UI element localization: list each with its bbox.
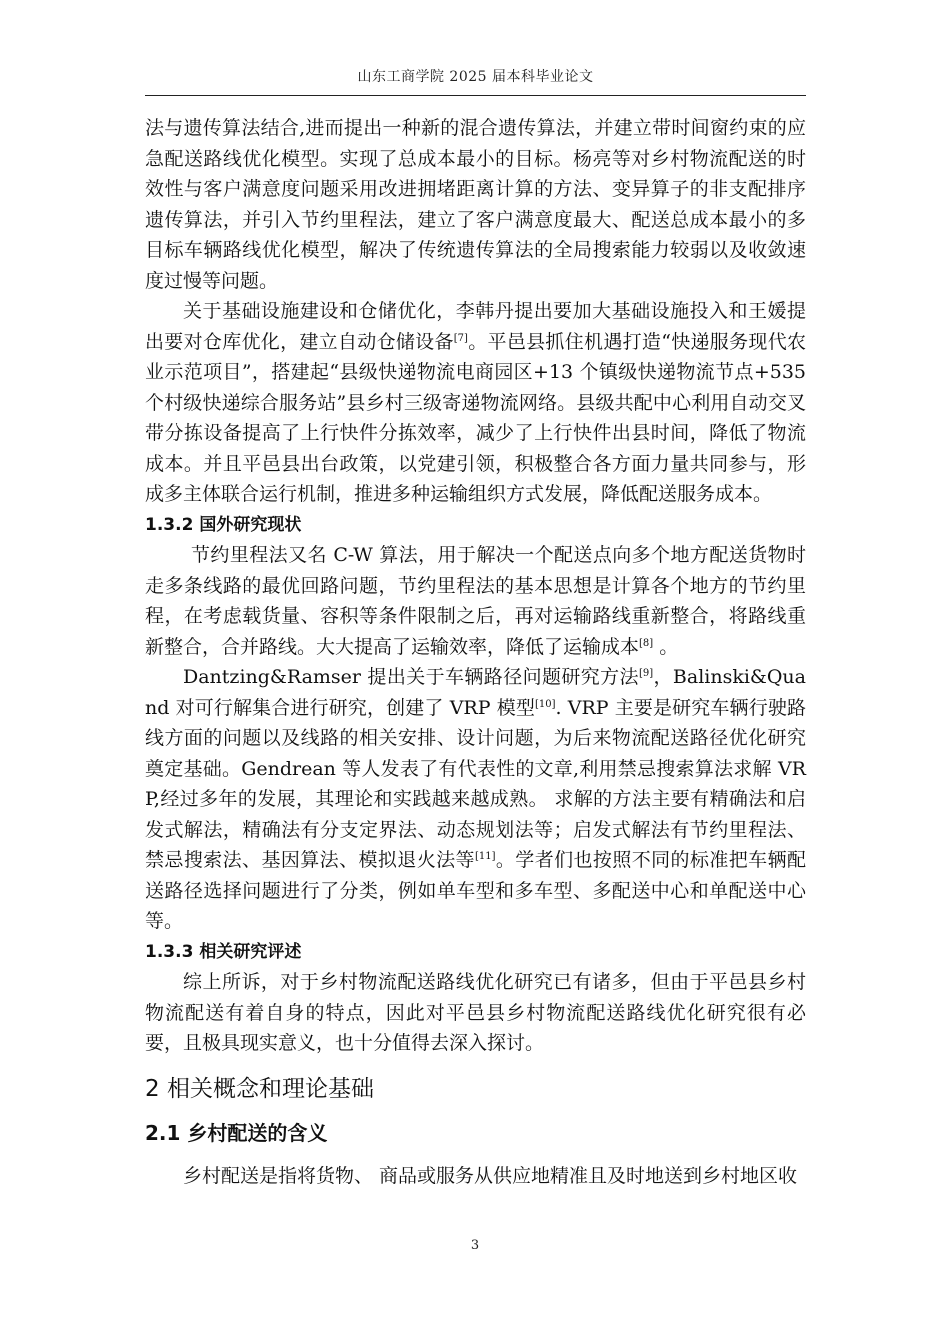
running-header: 山东工商学院 2025 届本科毕业论文 [357, 69, 594, 85]
paragraph-cw-algorithm [145, 540, 806, 662]
page-number: 3 [470, 1238, 480, 1253]
citation-ref: [8] [639, 637, 654, 649]
paragraph-text: Dantzing&Ramser 提出关于车辆路径问题研究方法 [183, 666, 639, 688]
citation-ref: [10] [534, 698, 556, 710]
chapter-heading-2: 2 相关概念和理论基础 [145, 1075, 374, 1102]
citation-ref: [7] [453, 332, 468, 344]
paragraph-review: 综上所诉，对于乡村物流配送路线优化研究已有诸多，但由于平邑县乡村物流配送有着自身的特点，因此对平邑县乡村物流配送路线优化研究很有必要，且极具现实意义，也十分值得去深入探讨。 [145, 971, 806, 1054]
header-divider [145, 95, 806, 96]
paragraph-rural-delivery: 乡村配送是指将货物、 商品或服务从供应地精准且及时地送到乡村地区收 [183, 1164, 798, 1187]
paragraph-vrp [145, 662, 806, 937]
paragraph-text: 。 [653, 635, 679, 658]
citation-ref: [9] [638, 668, 654, 679]
paragraph-text: . VRP 主要是研究车辆行驶路线方面的问题以及线路的相关安排、设计问题，为后来物流配送路径优化研究奠定基础。Gendrean 等人发表了有代表性的文章,利用禁忌搜索算法求解 VRP,经过多年的发展，其理论和实践越来越成熟。 求解的方法主要有精确法和启发式解法，精确法有分支定界法、动态规划法等；启发式解法有节约里程法、禁忌搜索法、基因算法、模拟退火法等 [145, 696, 806, 871]
paragraph-hybrid-ga: 法与遗传算法结合,进而提出一种新的混合遗传算法，并建立带时间窗约束的应急配送路线优化模型。实现了总成本最小的目标。杨亮等对乡村物流配送的时效性与客户满意度问题采用改进拥堵距离计算的方法、变异算子的非支配排序遗传算法，并引入节约里程法，建立了客户满意度最大、配送总成本最小的多目标车辆路线优化模型，解决了传统遗传算法的全局搜索能力较弱以及收敛速度过慢等问题。 [145, 117, 806, 292]
paragraph-text: 节约里程法又名 C-W 算法，用于解决一个配送点向多个地方配送货物时走多条线路的最优回路问题，节约里程法的基本思想是计算各个地方的节约里程，在考虑载货量、容积等条件限制之后，再对运输路线重新整合，将路线重新整合，合并路线。大大提高了运输效率，降低了运输成本 [145, 544, 806, 658]
section-heading-1-3-2: 1.3.2 国外研究现状 [145, 514, 302, 535]
citation-ref: [11] [474, 851, 496, 862]
section-heading-1-3-3: 1.3.3 相关研究评述 [145, 941, 302, 962]
paragraph-text: 关于基础设施建设和仓储优化，李韩丹提出要加大基础设施投入和王媛提出要对仓库优化，建立自动仓储设备 [145, 300, 806, 353]
paragraph-infrastructure [145, 296, 806, 510]
paragraph-text: 。学者们也按照不同的标准把车辆配送路径选择问题进行了分类，例如单车型和多车型、多配送中心和单配送中心等。 [145, 849, 806, 932]
paragraph-text: ，Balinski&Quand 对可行解集合进行研究，创建了 VRP 模型 [145, 666, 806, 719]
section-heading-2-1: 2.1 乡村配送的含义 [145, 1120, 328, 1145]
paragraph-text: 。平邑县抓住机遇打造“快递服务现代农业示范项目”，搭建起“县级快递物流电商园区+13 个镇级快递物流节点+535 个村级快递综合服务站”县乡村三级寄递物流网络。县级共配中心利用自动交叉带分拣设备提高了上行快件分拣效率，减少了上行快件出县时间，降低了物流成本。并且平邑县出台政策，以党建引领，积极整合各方面力量共同参与，形成多主体联合运行机制，推进多种运输组织方式发展，降低配送服务成本。 [145, 330, 806, 505]
page-body [145, 113, 806, 1191]
